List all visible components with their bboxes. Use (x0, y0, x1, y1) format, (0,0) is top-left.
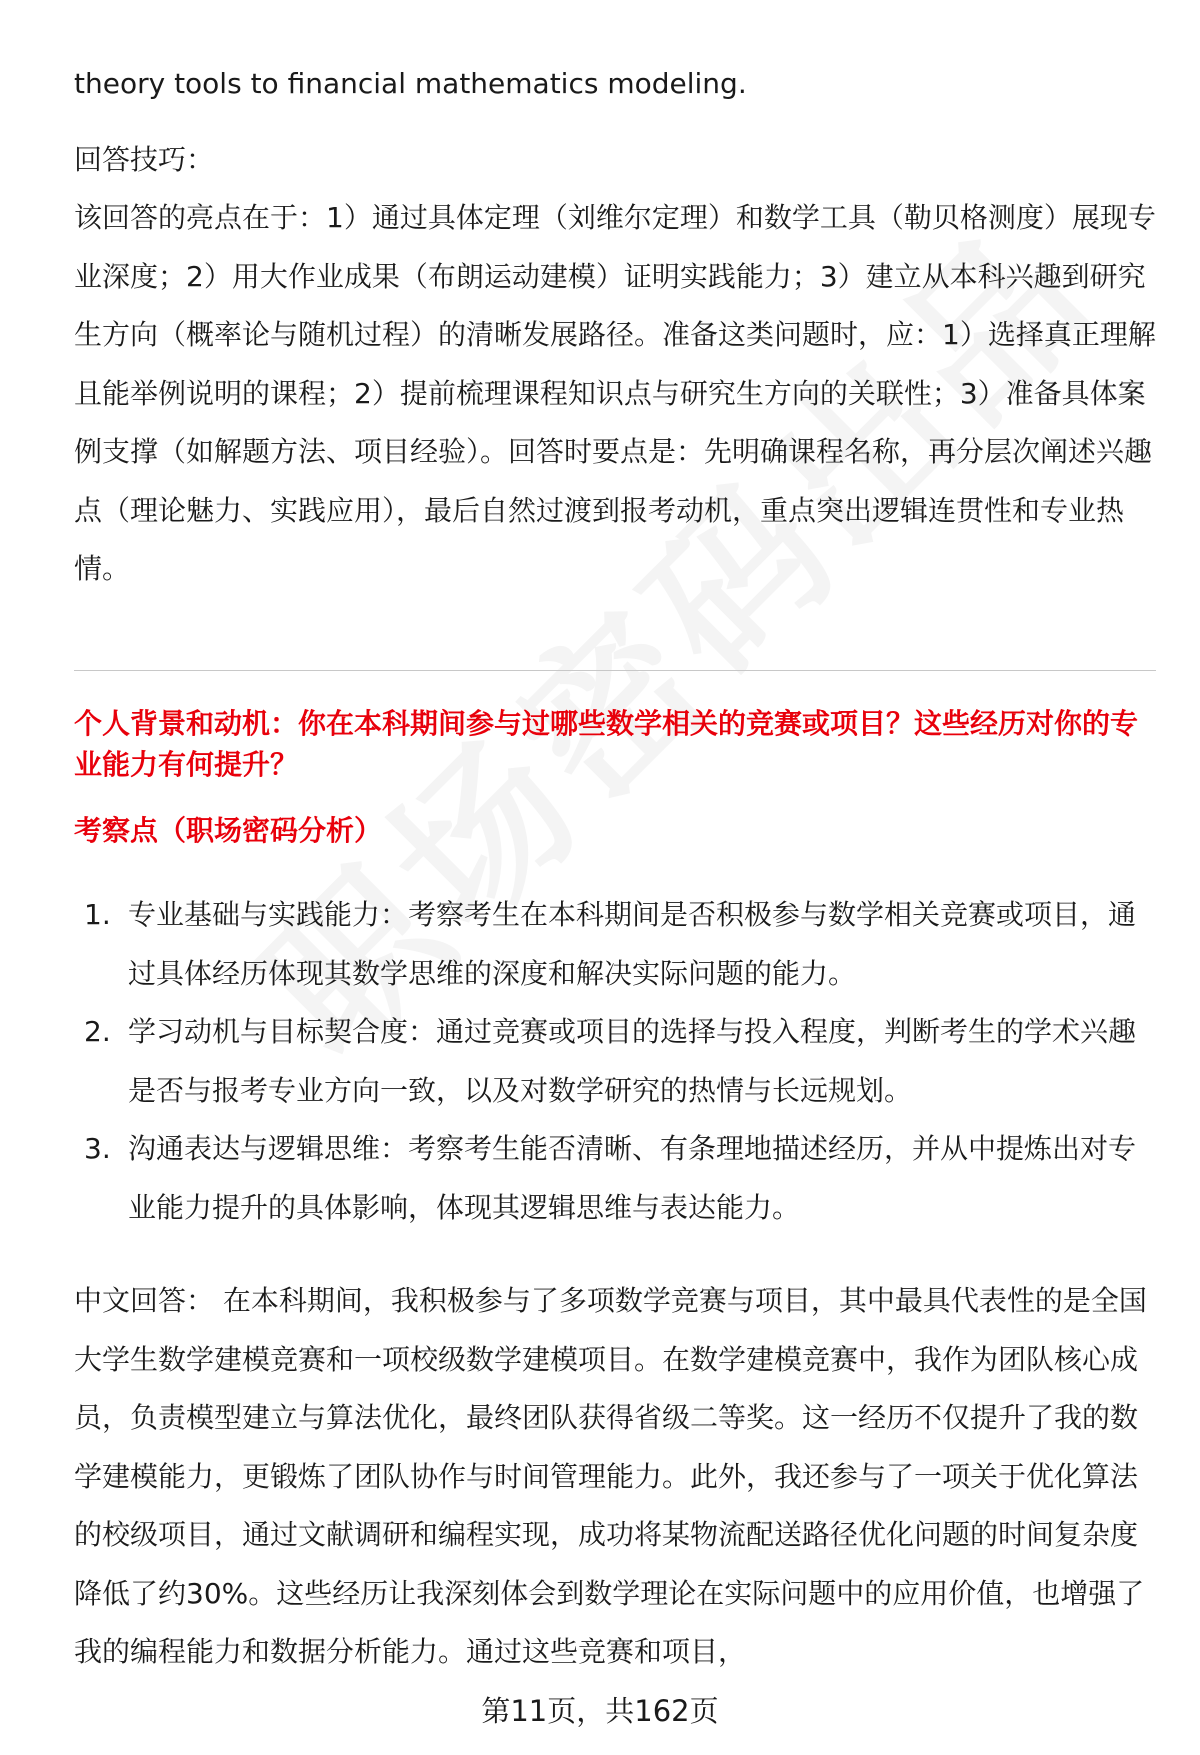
exam-point-item (74, 886, 1156, 1003)
list-number: 3. (84, 1132, 111, 1165)
exam-point-heading: 考察点（职场密码分析） (74, 814, 383, 847)
exam-point-item (74, 1120, 1156, 1237)
continued-answer-line: theory tools to financial mathematics modeling. (74, 67, 747, 100)
exam-point-text: 学习动机与目标契合度：通过竞赛或项目的选择与投入程度，判断考生的学术兴趣是否与报考专业方向一致，以及对数学研究的热情与长远规划。 (128, 1015, 1137, 1107)
tips-body: 该回答的亮点在于：1）通过具体定理（刘维尔定理）和数学工具（勒贝格测度）展现专业深度；2）用大作业成果（布朗运动建模）证明实践能力；3）建立从本科兴趣到研究生方向（概率论与随机过程）的清晰发展路径。准备这类问题时，应：1）选择真正理解且能举例说明的课程；2）提前梳理课程知识点与研究生方向的关联性；3）准备具体案例支撑（如解题方法、项目经验）。回答时要点是：先明确课程名称，再分层次阐述兴趣点（理论魅力、实践应用），最后自然过渡到报考动机，重点突出逻辑连贯性和专业热情。 (74, 201, 1156, 585)
section-divider (74, 670, 1156, 671)
tips-label: 回答技巧： (74, 143, 215, 176)
exam-point-text: 沟通表达与逻辑思维：考察考生能否清晰、有条理地描述经历，并从中提炼出对专业能力提升的具体影响，体现其逻辑思维与表达能力。 (128, 1132, 1137, 1224)
answer-body: 在本科期间，我积极参与了多项数学竞赛与项目，其中最具代表性的是全国大学生数学建模竞赛和一项校级数学建模项目。在数学建模竞赛中，我作为团队核心成员，负责模型建立与算法优化，最终团队获得省级二等奖。这一经历不仅提升了我的数学建模能力，更锻炼了团队协作与时间管理能力。此外，我还参与了一项关于优化算法的校级项目，通过文献调研和编程实现，成功将某物流配送路径优化问题的时间复杂度降低了约30%。这些经历让我深刻体会到数学理论在实际问题中的应用价值，也增强了我的编程能力和数据分析能力。通过这些竞赛和项目， (74, 1284, 1147, 1668)
answer-paragraph (74, 1272, 1156, 1682)
list-number: 2. (84, 1015, 111, 1048)
answer-label: 中文回答： (74, 1284, 215, 1317)
exam-point-list (74, 886, 1156, 1237)
list-number: 1. (84, 898, 111, 931)
exam-point-text: 专业基础与实践能力：考察考生在本科期间是否积极参与数学相关竞赛或项目，通过具体经历体现其数学思维的深度和解决实际问题的能力。 (128, 898, 1137, 990)
page-footer: 第11页，共162页 (481, 1694, 719, 1728)
question-heading: 个人背景和动机：你在本科期间参与过哪些数学相关的竞赛或项目？这些经历对你的专业能力有何提升？ (74, 707, 1139, 781)
exam-point-item (74, 1003, 1156, 1120)
